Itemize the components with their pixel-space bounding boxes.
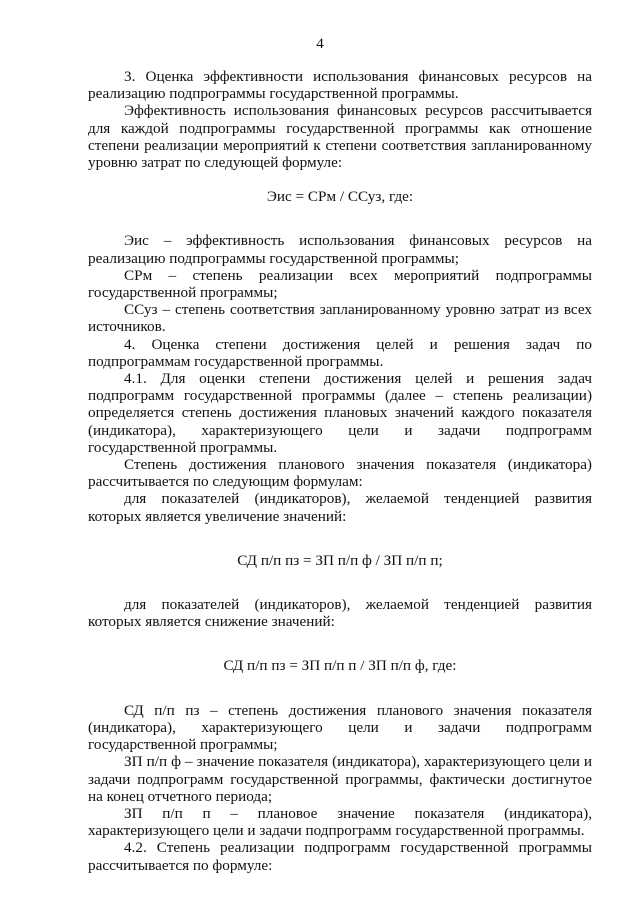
- paragraph-formulas-intro: Степень достижения планового значения показателя (индикатора) рассчитывается по следующим формулам:: [88, 456, 592, 491]
- definition-sd: СД п/п пз – степень достижения планового значения показателя (индикатора), характеризующего цели и задачи подпрограмм государственной программы;: [88, 701, 592, 754]
- formula-eis: Эис = СРм / ССуз, где:: [266, 188, 414, 206]
- definition-srm: СРм – степень реализации всех мероприятий подпрограммы государственной программы;: [88, 266, 592, 302]
- definition-zp-p: ЗП п/п п – плановое значение показателя (индикатора), характеризующего цели и задачи подпрограмм государственной программы.: [88, 804, 592, 840]
- paragraph-increase: для показателей (индикаторов), желаемой тенденцией развития которых является увеличение значений:: [88, 490, 592, 525]
- definition-ssuz: ССуз – степень соответствия запланированному уровню затрат из всех источников.: [88, 301, 592, 336]
- paragraph-efficiency: Эффективность использования финансовых ресурсов рассчитывается для каждой подпрограммы государственной программы как отношение степени реализации мероприятий к степени соответствия запланированному уровню затрат по следующей формуле:: [88, 102, 592, 172]
- section-3-heading: 3. Оценка эффективности использования финансовых ресурсов на реализацию подпрограммы государственной программы.: [88, 68, 592, 103]
- definition-eis: Эис – эффективность использования финансовых ресурсов на реализацию подпрограммы государственной программы;: [88, 232, 592, 267]
- paragraph-decrease: для показателей (индикаторов), желаемой тенденцией развития которых является снижение значений:: [88, 596, 592, 631]
- paragraph-4-1: 4.1. Для оценки степени достижения целей и решения задач подпрограмм государственной программы (далее – степень реализации) определяется степень достижения плановых значений каждого показателя (индикатора), характеризующего цели и задачи подпрограмм государственной программы.: [88, 370, 592, 456]
- definition-zp-f: ЗП п/п ф – значение показателя (индикатора), характеризующего цели и задачи подпрограмм государственной программы, фактически достигнутое на конец отчетного периода;: [88, 753, 592, 805]
- formula-decrease: СД п/п пз = ЗП п/п п / ЗП п/п ф, где:: [223, 657, 457, 675]
- paragraph-4-2: 4.2. Степень реализации подпрограмм государственной программы рассчитывается по формуле:: [88, 839, 592, 874]
- page-number: 4: [316, 36, 324, 52]
- section-4-heading: 4. Оценка степени достижения целей и решения задач по подпрограммам государственной программы.: [88, 335, 592, 370]
- formula-increase: СД п/п пз = ЗП п/п ф / ЗП п/п п;: [237, 551, 443, 569]
- document-body: [88, 68, 592, 874]
